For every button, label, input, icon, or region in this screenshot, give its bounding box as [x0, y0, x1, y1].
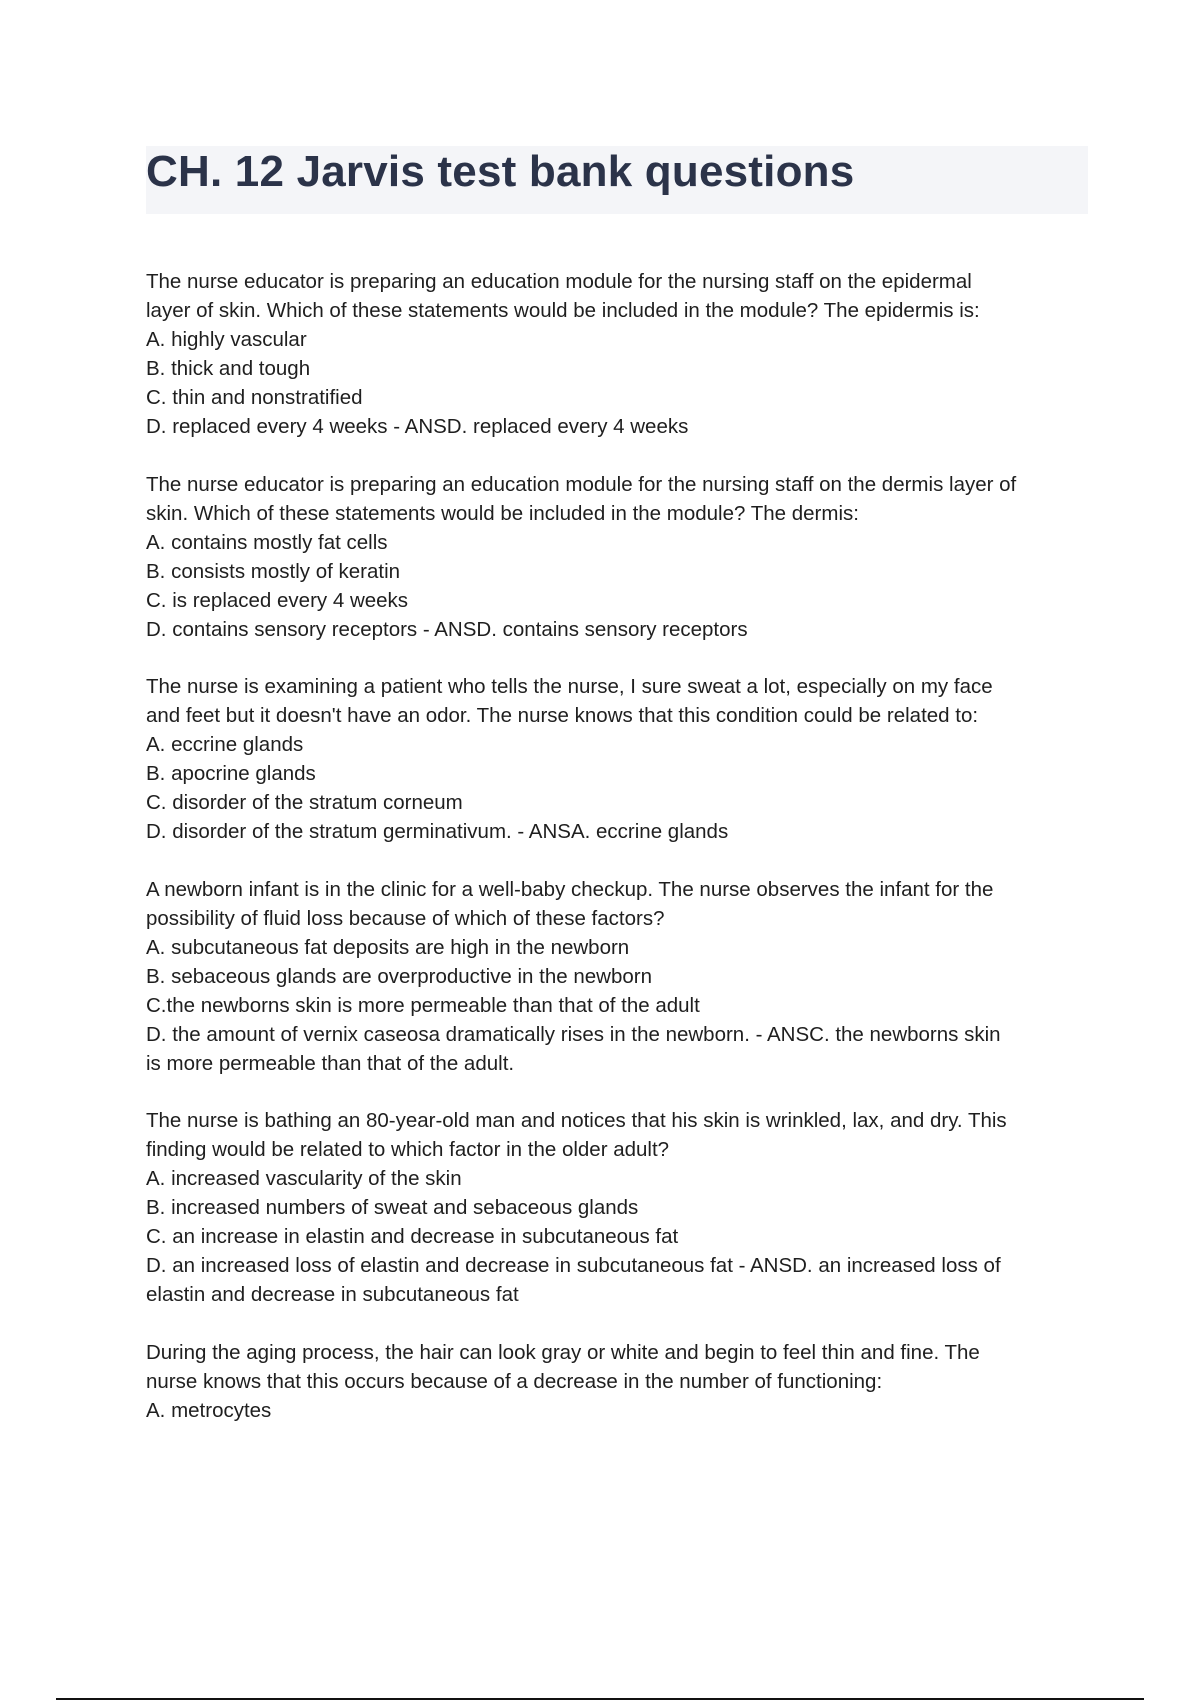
answer-option-d-with-key: D. the amount of vernix caseosa dramatically rises in the newborn. - ANSC. the newborns skin: [146, 1022, 1001, 1046]
answer-key-continuation: is more permeable than that of the adult.: [146, 1051, 515, 1075]
question-text-line: skin. Which of these statements would be included in the module? The dermis:: [146, 501, 859, 525]
question-text-line: The nurse is bathing an 80-year-old man and notices that his skin is wrinkled, lax, and dry. This: [146, 1109, 1007, 1132]
answer-option-d-with-key: D. contains sensory receptors - ANSD. contains sensory receptors: [146, 617, 748, 641]
answer-option-b: B. thick and tough: [146, 357, 311, 380]
answer-key-continuation: elastin and decrease in subcutaneous fat: [146, 1283, 519, 1306]
question-2: [146, 470, 1096, 644]
answer-option-a: A. metrocytes: [146, 1398, 272, 1422]
answer-option-a: A. subcutaneous fat deposits are high in the newborn: [146, 935, 630, 959]
question-4: [146, 875, 1096, 1078]
question-1: [146, 267, 1096, 441]
question-text-line: The nurse educator is preparing an education module for the nursing staff on the dermis layer of: [146, 472, 1017, 496]
answer-option-c: C. thin and nonstratified: [146, 386, 363, 409]
question-text-line: A newborn infant is in the clinic for a well-baby checkup. The nurse observes the infant for the: [146, 877, 994, 901]
answer-option-c: C. an increase in elastin and decrease in subcutaneous fat: [146, 1225, 679, 1248]
question-text-line: possibility of fluid loss because of which of these factors?: [146, 906, 665, 930]
question-text-line: The nurse is examining a patient who tells the nurse, I sure sweat a lot, especially on my face: [146, 675, 993, 698]
answer-option-d-with-key: D. disorder of the stratum germinativum. - ANSA. eccrine glands: [146, 820, 729, 843]
answer-option-b: B. sebaceous glands are overproductive in the newborn: [146, 964, 652, 988]
question-3: [146, 672, 1096, 846]
page-title: CH. 12 Jarvis test bank questions: [146, 147, 855, 196]
question-list: [146, 267, 1096, 1453]
question-text-line: nurse knows that this occurs because of a decrease in the number of functioning:: [146, 1369, 883, 1393]
answer-option-d-with-key: D. replaced every 4 weeks - ANSD. replaced every 4 weeks: [146, 415, 689, 438]
answer-option-c: C. is replaced every 4 weeks: [146, 588, 409, 612]
answer-option-a: A. contains mostly fat cells: [146, 530, 388, 554]
answer-option-b: B. consists mostly of keratin: [146, 559, 401, 583]
question-text-line: and feet but it doesn't have an odor. The nurse knows that this condition could be related to:: [146, 704, 979, 727]
answer-option-d-with-key: D. an increased loss of elastin and decrease in subcutaneous fat - ANSD. an increased loss of: [146, 1254, 1001, 1277]
question-text-line: layer of skin. Which of these statements would be included in the module? The epidermis is:: [146, 299, 980, 322]
answer-option-a: A. eccrine glands: [146, 733, 304, 756]
question-5: [146, 1106, 1096, 1309]
answer-option-b: B. increased numbers of sweat and sebaceous glands: [146, 1196, 639, 1219]
answer-option-c: C.the newborns skin is more permeable than that of the adult: [146, 993, 700, 1017]
answer-option-a: A. increased vascularity of the skin: [146, 1167, 462, 1190]
answer-option-c: C. disorder of the stratum corneum: [146, 791, 463, 814]
question-text-line: finding would be related to which factor in the older adult?: [146, 1138, 670, 1161]
question-text-line: The nurse educator is preparing an education module for the nursing staff on the epidermal: [146, 270, 972, 293]
answer-option-b: B. apocrine glands: [146, 762, 316, 785]
question-text-line: During the aging process, the hair can look gray or white and begin to feel thin and fine. The: [146, 1340, 980, 1364]
answer-option-a: A. highly vascular: [146, 328, 307, 351]
question-6: [146, 1338, 1096, 1425]
